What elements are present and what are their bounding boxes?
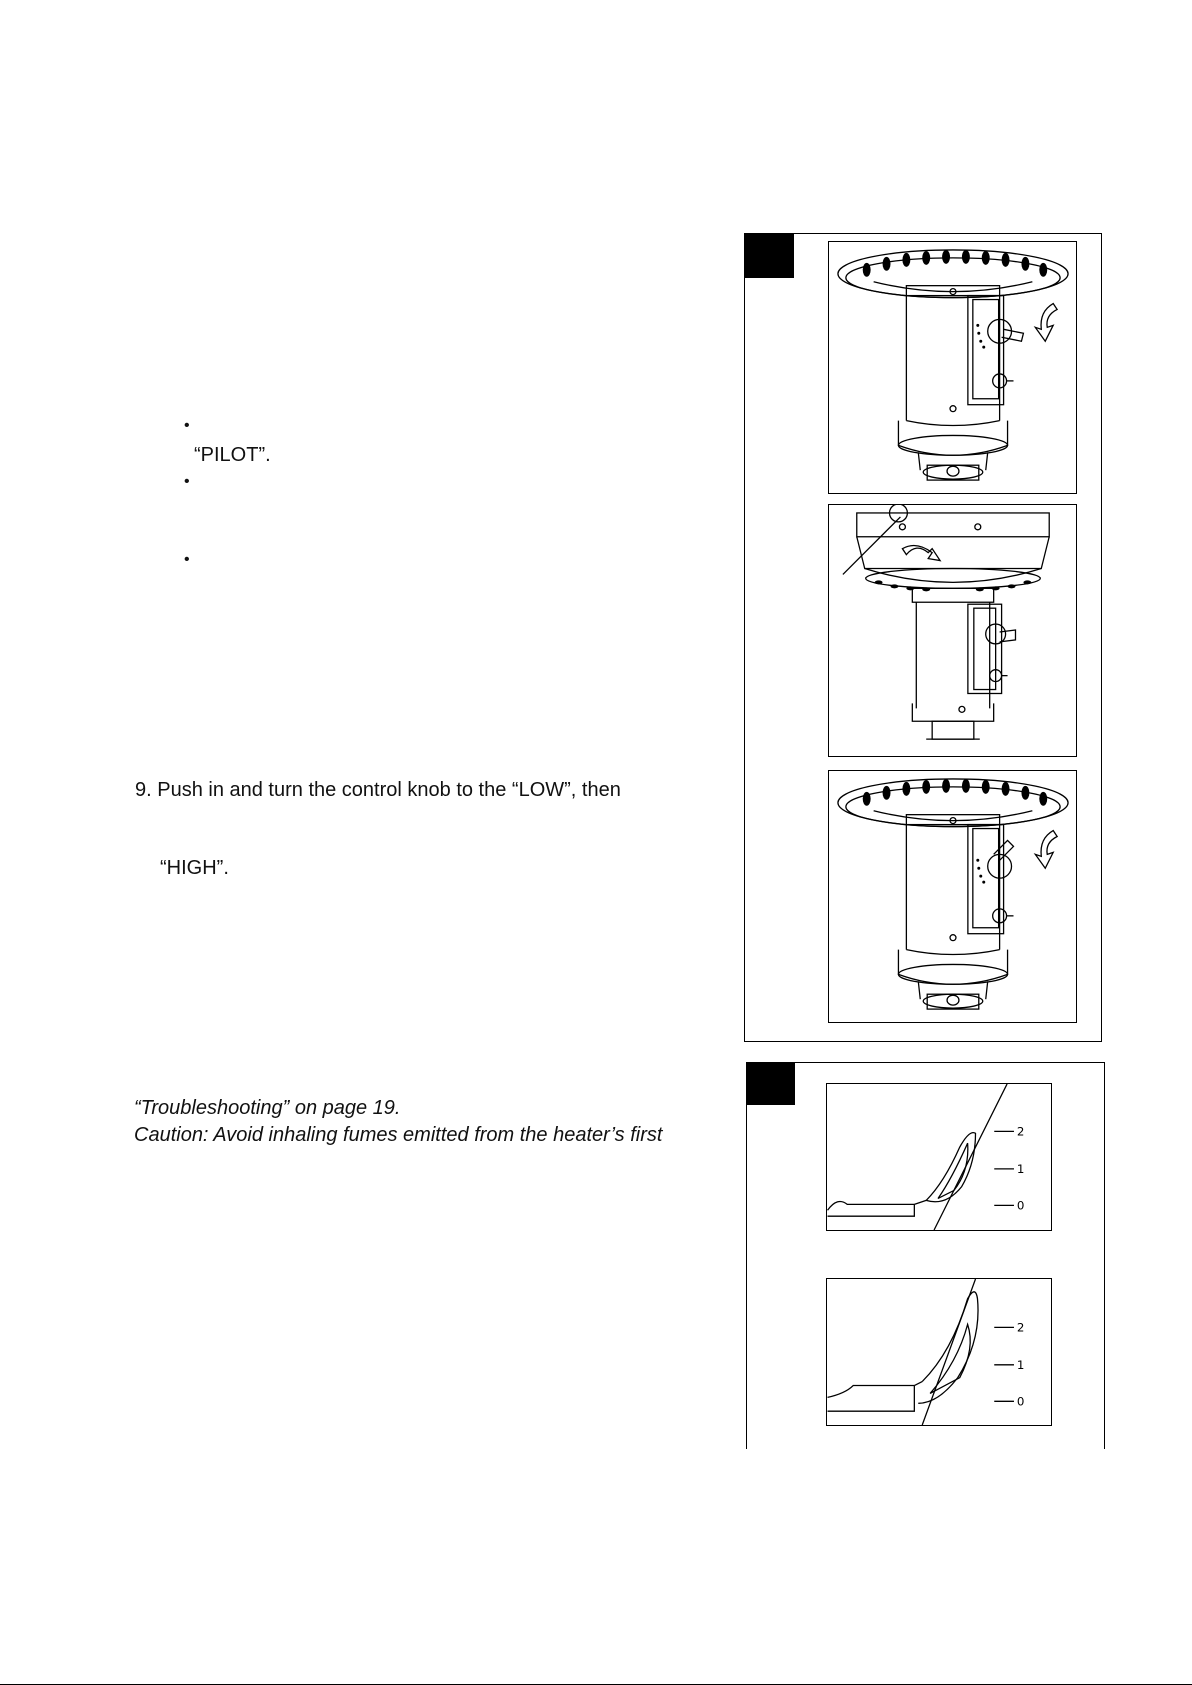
step-9-instruction: 9. Push in and turn the control knob to the “LOW”, then — [135, 779, 621, 801]
heater-control-illustration — [829, 242, 1076, 493]
bullet-marker-1: • — [184, 417, 190, 434]
gauge-mark-0-b: 0 — [1016, 1394, 1025, 1409]
figure-panel-knob-turn-b — [828, 770, 1077, 1023]
figure-panel-ignition-view — [828, 504, 1077, 757]
pilot-flame-large-illustration — [827, 1279, 1051, 1425]
gauge-mark-1: 1 — [1016, 1161, 1025, 1176]
pilot-flame-small-illustration — [827, 1084, 1051, 1230]
gauge-mark-2: 2 — [1016, 1124, 1025, 1139]
bullet-marker-3: • — [184, 551, 190, 568]
figure-number-tab-2 — [747, 1063, 795, 1105]
heater-control-illustration-2 — [829, 771, 1076, 1022]
gauge-mark-2-b: 2 — [1016, 1320, 1025, 1335]
caution-note: Caution: Avoid inhaling fumes emitted from the heater’s first — [134, 1124, 663, 1146]
figure-number-tab — [745, 234, 794, 278]
troubleshooting-reference: “Troubleshooting” on page 19. — [134, 1097, 401, 1119]
flame-gauge-panel-small — [826, 1083, 1052, 1231]
pilot-text: “PILOT”. — [194, 444, 271, 466]
figure-panel-knob-turn-a — [828, 241, 1077, 494]
flame-gauge-panel-large — [826, 1278, 1052, 1426]
gauge-mark-0: 0 — [1016, 1198, 1025, 1213]
step-9-continuation: “HIGH”. — [160, 857, 229, 879]
gauge-mark-1-b: 1 — [1016, 1357, 1025, 1372]
heater-underside-illustration — [829, 505, 1076, 756]
bullet-marker-2: • — [184, 473, 190, 490]
